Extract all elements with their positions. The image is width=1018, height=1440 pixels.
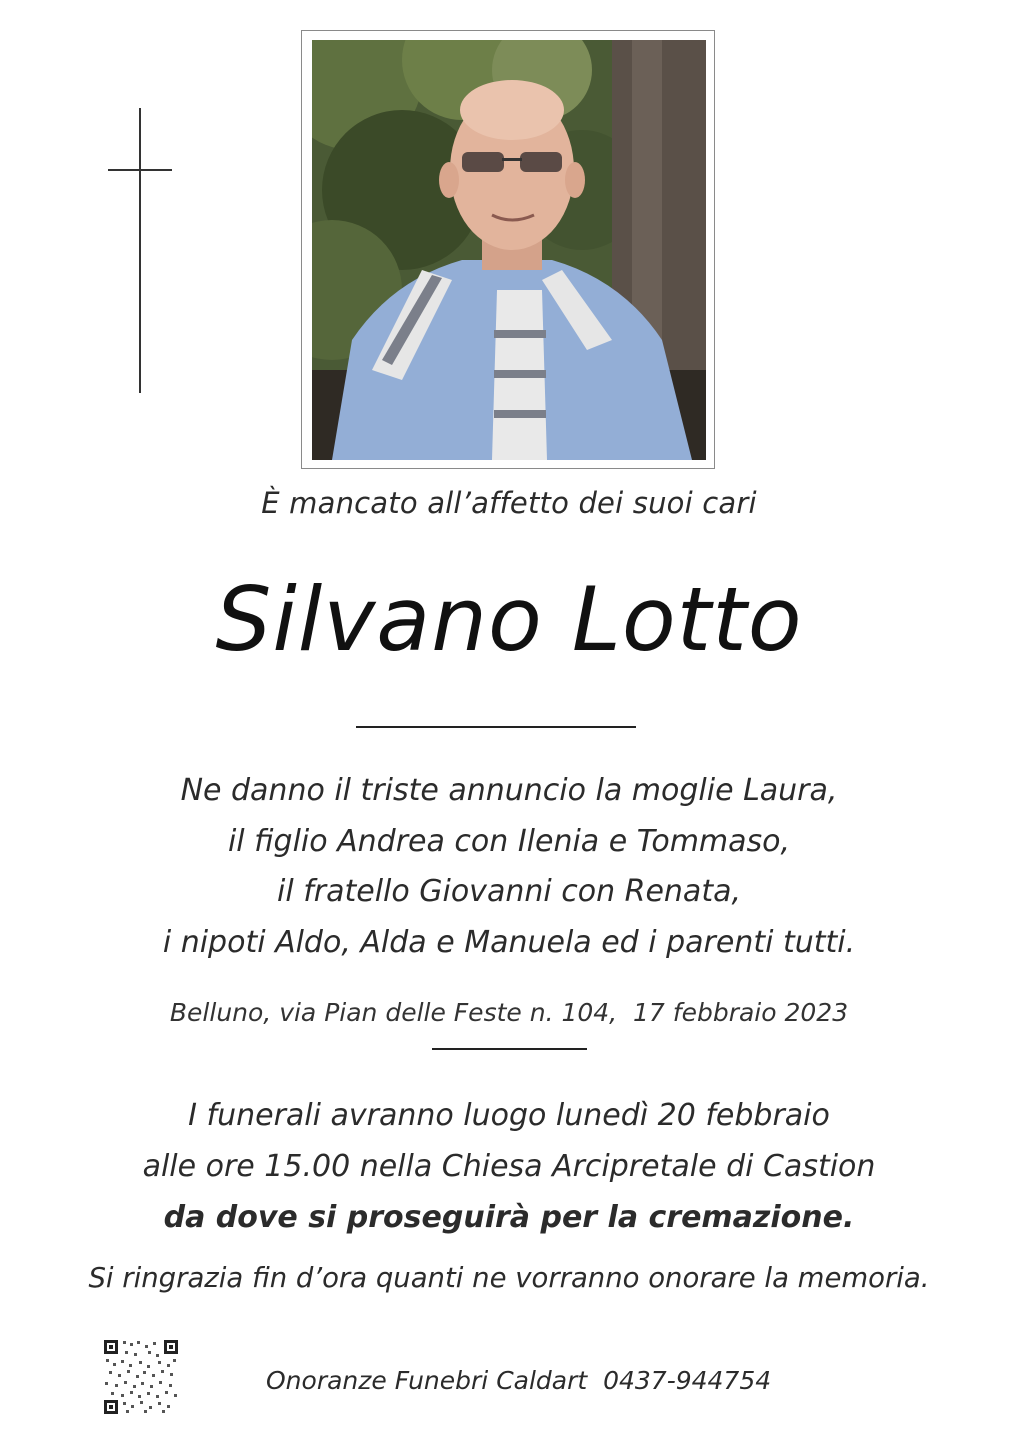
announcement-line: il fratello Giovanni con Renata, xyxy=(276,874,742,909)
thanks-text: Si ringrazia fin d’ora quanti ne vorranno onorare la memoria. xyxy=(88,1262,930,1294)
portrait-photo xyxy=(312,40,706,460)
intro-text: È mancato all’affetto dei suoi cari xyxy=(261,486,757,520)
funeral-agency: Onoranze Funebri Caldart 0437-944754 xyxy=(266,1366,772,1395)
funeral-info xyxy=(0,1090,1018,1243)
deceased-name: Silvano Lotto xyxy=(215,568,803,671)
qr-code-icon xyxy=(103,1339,179,1415)
announcement-line: il figlio Andrea con Ilenia e Tommaso, xyxy=(227,823,791,859)
announcement-line: i nipoti Aldo, Alda e Manuela ed i parenti tutti. xyxy=(162,924,856,960)
place-date: Belluno, via Pian delle Feste n. 104, 17 febbraio 2023 xyxy=(169,998,849,1027)
announcement-line: Ne danno il triste annuncio la moglie Laura, xyxy=(180,773,838,808)
funeral-line: alle ore 15.00 nella Chiesa Arcipretale di Castion xyxy=(142,1149,876,1184)
funeral-line: I funerali avranno luogo lunedì 20 febbraio xyxy=(188,1098,830,1133)
photo-frame xyxy=(301,30,715,469)
divider xyxy=(356,726,636,728)
funeral-line-bold: da dove si proseguirà per la cremazione. xyxy=(163,1200,855,1235)
announcement xyxy=(0,766,1018,968)
divider-short xyxy=(432,1048,587,1050)
